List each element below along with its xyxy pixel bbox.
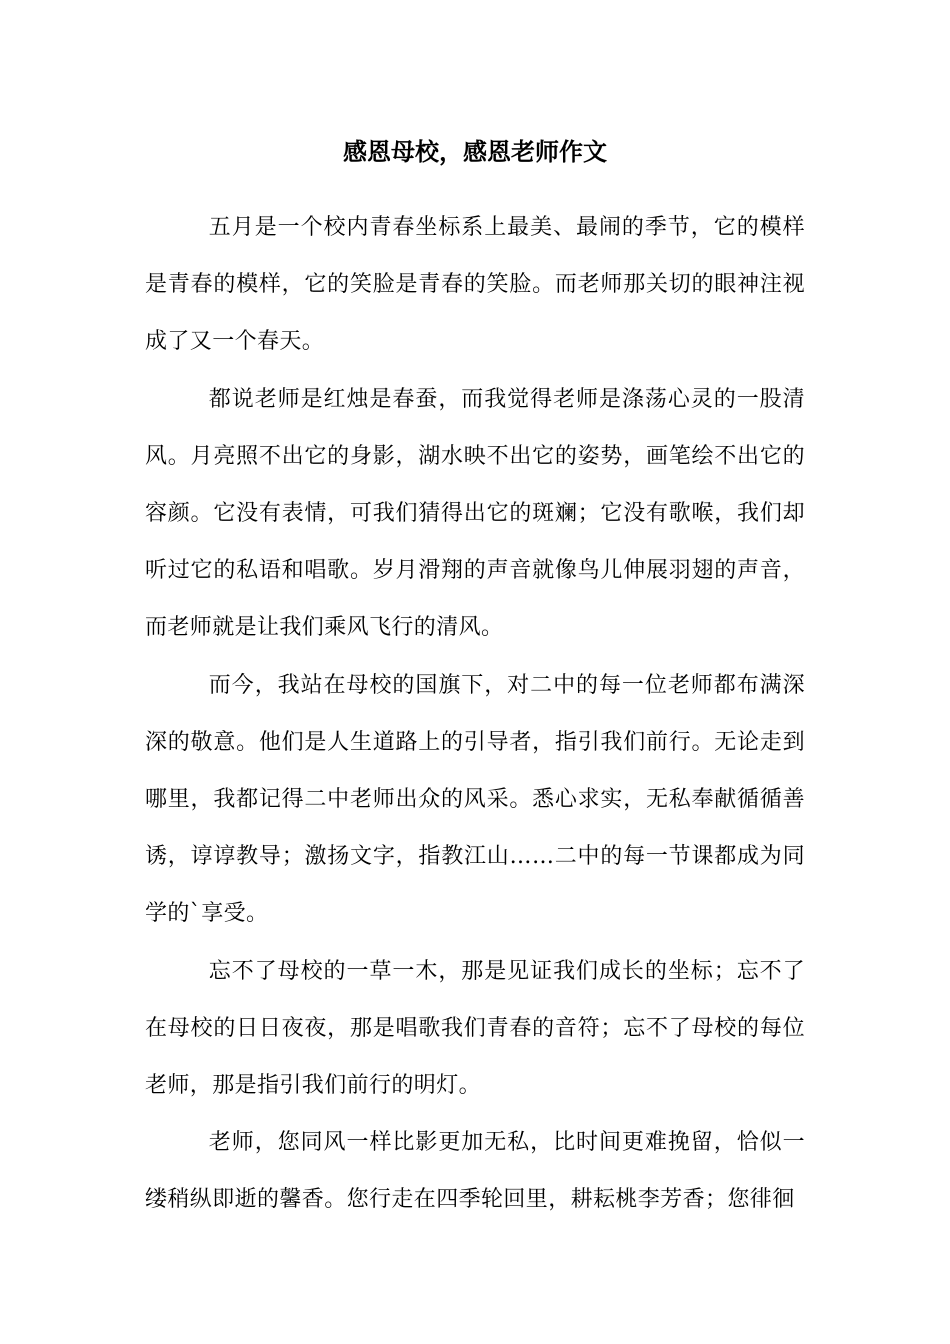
paragraph-4: 忘不了母校的一草一木，那是见证我们成长的坐标；忘不了在母校的日日夜夜，那是唱歌我们青春的音符；忘不了母校的每位老师，那是指引我们前行的明灯。 bbox=[145, 958, 805, 1099]
paragraph-3: 而今，我站在母校的国旗下，对二中的每一位老师都布满深深的敬意。他们是人生道路上的引导者，指引我们前行。无论走到哪里，我都记得二中老师出众的风采。悉心求实，无私奉献循循善诱，谆谆教导；激扬文字，指教江山……二中的每一节课都成为同学的`享受。 bbox=[145, 672, 805, 927]
paragraph-2: 都说老师是红烛是春蚕，而我觉得老师是涤荡心灵的一股清风。月亮照不出它的身影，湖水映不出它的姿势，画笔绘不出它的容颜。它没有表情，可我们猜得出它的斑斓；它没有歌喉，我们却听过它的私语和唱歌。岁月滑翔的声音就像鸟儿伸展羽翅的声音，而老师就是让我们乘风飞行的清风。 bbox=[145, 386, 805, 641]
document-body bbox=[145, 199, 805, 1229]
paragraph-1: 五月是一个校内青春坐标系上最美、最闹的季节，它的模样是青春的模样，它的笑脸是青春的笑脸。而老师那关切的眼神注视成了又一个春天。 bbox=[145, 215, 805, 355]
paragraph-5: 老师，您同风一样比影更加无私，比时间更难挽留，恰似一缕稍纵即逝的馨香。您行走在四季轮回里，耕耘桃李芳香；您徘徊 bbox=[145, 1130, 805, 1213]
document-title: 感恩母校，感恩老师作文 bbox=[343, 137, 607, 166]
